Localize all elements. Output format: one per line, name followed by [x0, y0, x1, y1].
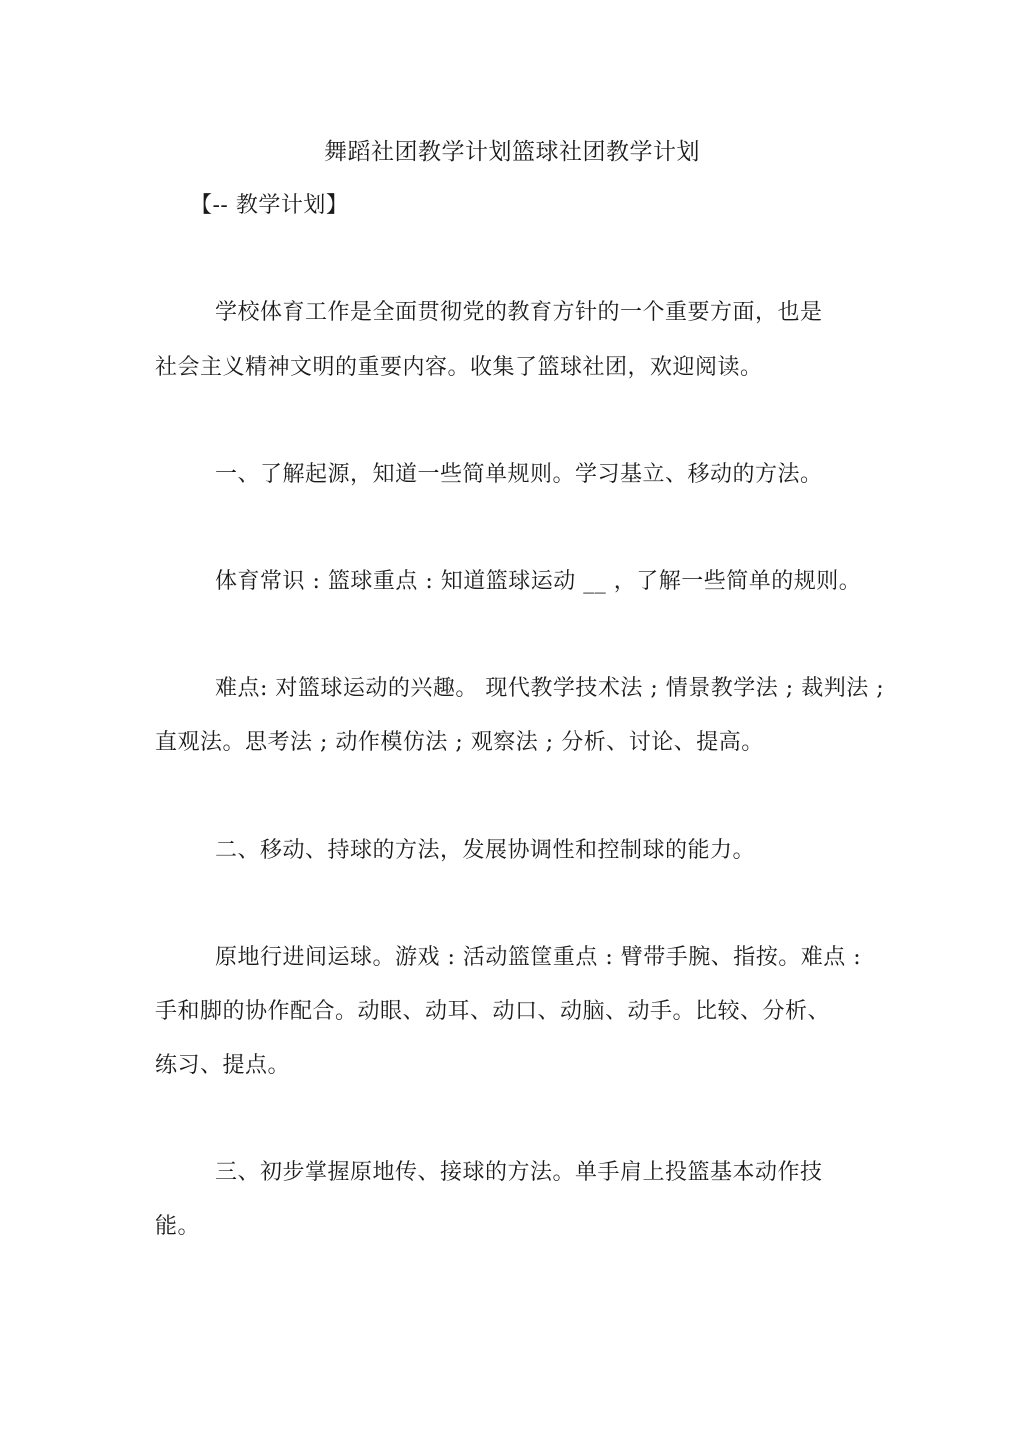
paragraph-line: 体育常识 : 篮球重点 : 知道篮球运动 __ ，了解一些简单的规则。 [215, 569, 862, 594]
paragraph-line: 二、移动、持球的方法，发展协调性和控制球的能力。 [215, 838, 756, 863]
paragraph-line: 能。 [155, 1214, 201, 1239]
paragraph-line: 社会主义精神文明的重要内容。收集了篮球社团，欢迎阅读。 [155, 355, 763, 380]
paragraph-line: 一、了解起源，知道一些简单规则。学习基立、移动的方法。 [215, 462, 823, 487]
paragraph-line: 原地行进间运球。游戏 : 活动篮筐重点 : 臂带手腕、指按。难点 : [215, 945, 862, 970]
paragraph-line: 学校体育工作是全面贯彻党的教育方针的一个重要方面，也是 [215, 300, 823, 325]
document-subtitle: 【-- 教学计划】 [190, 193, 349, 218]
paragraph-line: 三、初步掌握原地传、接球的方法。单手肩上投篮基本动作技 [215, 1160, 823, 1185]
paragraph-line: 手和脚的协作配合。动眼、动耳、动口、动脑、动手。比较、分析、 [155, 999, 831, 1024]
paragraph-line: 直观法。思考法 ; 动作模仿法 ; 观察法 ; 分析、讨论、提高。 [155, 730, 764, 755]
paragraph-line: 难点: 对篮球运动的兴趣。 现代教学技术法 ; 情景教学法 ; 裁判法 ; [215, 676, 885, 701]
paragraph-line: 练习、提点。 [155, 1053, 291, 1078]
document-title: 舞蹈社团教学计划篮球社团教学计划 [324, 139, 700, 165]
